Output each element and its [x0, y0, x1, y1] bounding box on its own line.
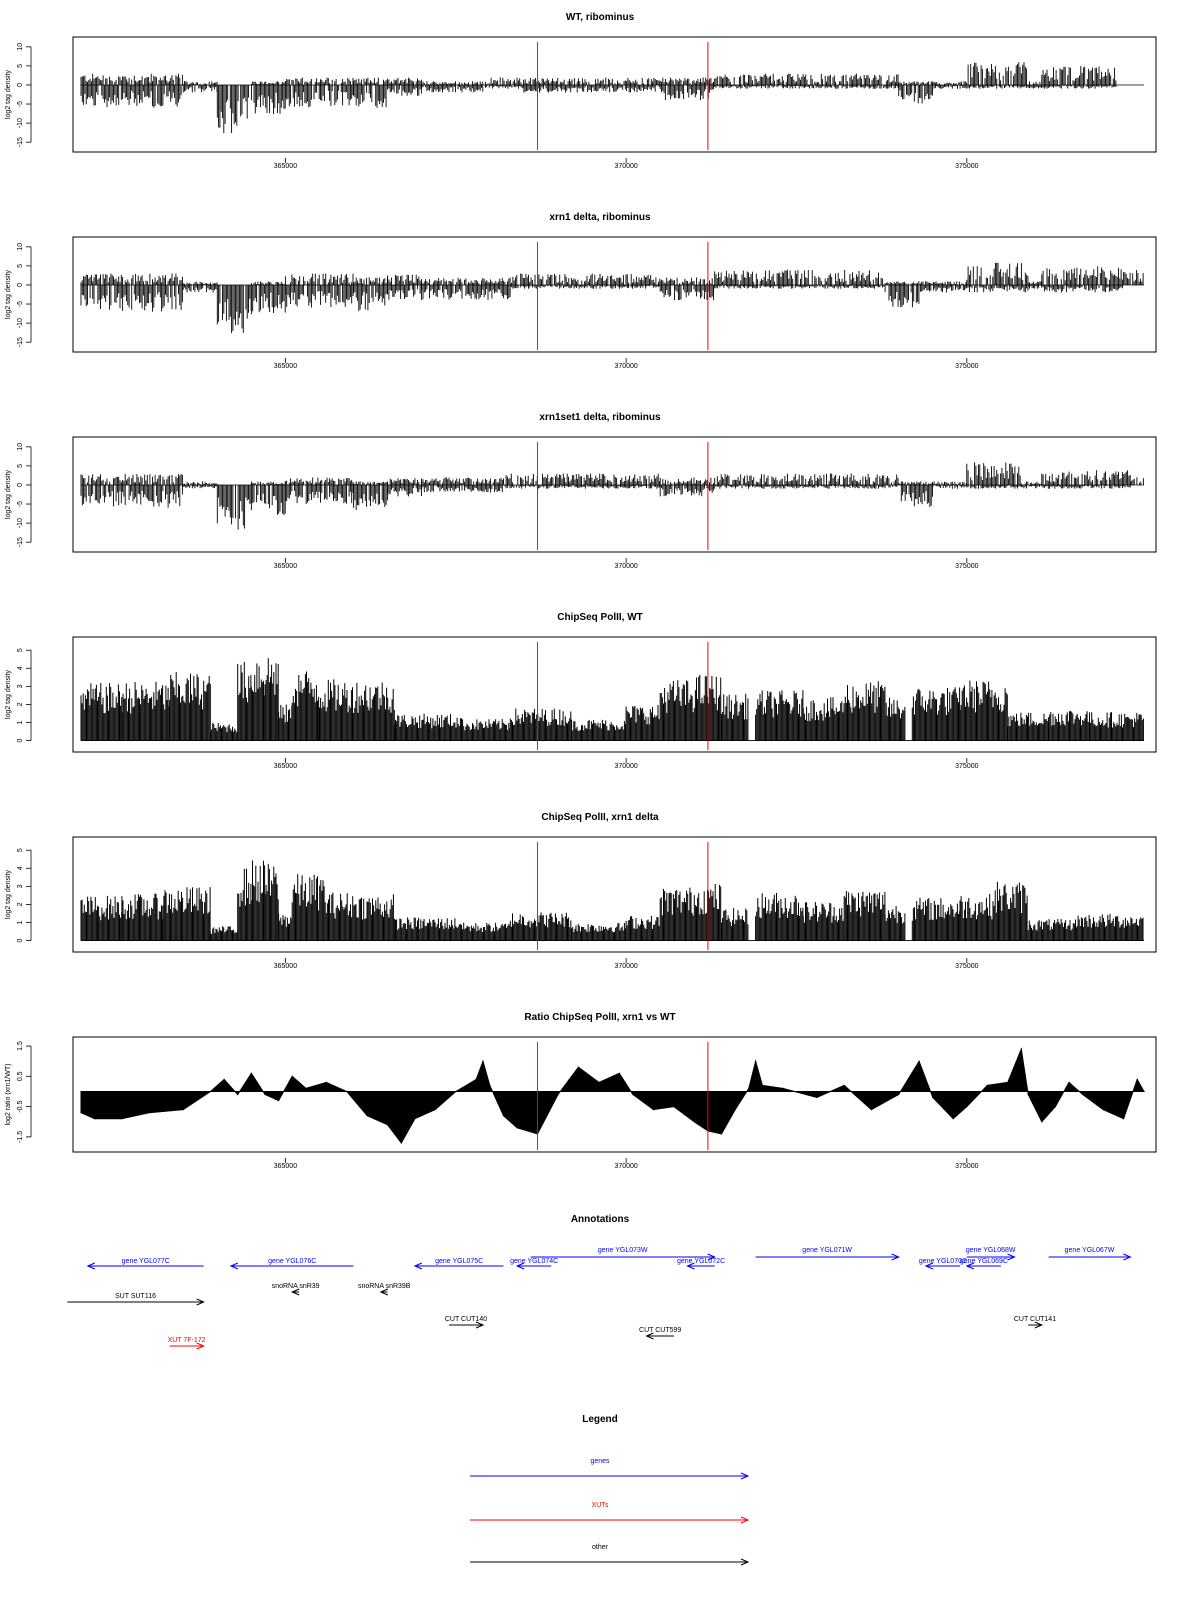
- x-tick-label: 370000: [614, 563, 638, 570]
- data-segment: [967, 263, 1028, 293]
- x-tick-label: 365000: [273, 163, 298, 170]
- chart-panel-4: [5, 612, 1156, 770]
- data-segment: [660, 77, 713, 100]
- data-segment: [354, 683, 395, 741]
- data-segment: [251, 281, 285, 314]
- data-segment: [388, 275, 422, 300]
- data-segment: [81, 74, 182, 108]
- data-segment: [285, 78, 353, 108]
- y-tick-label: -15: [17, 137, 24, 148]
- y-tick-label: -10: [17, 318, 24, 329]
- y-tick-label: -15: [17, 337, 24, 348]
- data-segment: [572, 720, 626, 741]
- data-series: [81, 263, 1144, 333]
- y-tick-label: 3: [17, 684, 24, 689]
- y-tick-label: -5: [17, 100, 24, 108]
- data-segment: [211, 723, 237, 741]
- x-tick-label: 370000: [614, 763, 638, 770]
- data-segment: [81, 683, 122, 741]
- y-tick-label: 5: [17, 648, 24, 653]
- x-tick-label: 370000: [614, 363, 638, 370]
- y-axis-label: log2 tag density: [5, 469, 12, 520]
- y-tick-label: 0: [17, 83, 24, 87]
- data-segment: [285, 274, 353, 308]
- data-segment: [394, 714, 461, 741]
- data-segment: [217, 285, 251, 333]
- data-segment: [422, 278, 510, 300]
- data-segment: [320, 679, 353, 740]
- data-segment: [626, 705, 659, 741]
- data-segment: [217, 85, 248, 133]
- data-segment: [504, 474, 660, 489]
- data-segment: [715, 74, 898, 89]
- chart-panel-2: [5, 212, 1156, 370]
- data-segment: [920, 281, 966, 292]
- data-segment: [81, 474, 182, 508]
- y-tick-label: -5: [17, 500, 24, 508]
- x-tick-label: 375000: [955, 763, 979, 770]
- data-segment: [354, 481, 388, 510]
- data-segment: [292, 672, 318, 741]
- x-tick-label: 375000: [955, 563, 979, 570]
- data-segment: [265, 658, 278, 740]
- data-segment: [354, 277, 388, 311]
- chart-title: ChipSeq PolII, WT: [557, 612, 643, 623]
- data-segment: [183, 81, 217, 92]
- y-tick-label: 5: [17, 263, 24, 268]
- chart-panel-3: [5, 412, 1156, 570]
- y-tick-label: -10: [17, 118, 24, 129]
- data-segment: [715, 474, 898, 489]
- data-segment: [238, 662, 251, 741]
- y-tick-label: 5: [17, 63, 24, 68]
- data-segment: [490, 77, 524, 88]
- data-segment: [1042, 470, 1130, 489]
- y-axis-label: log2 tag density: [5, 669, 12, 720]
- chart-title: xrn1 delta, ribominus: [549, 212, 651, 223]
- data-series: [81, 62, 1144, 133]
- y-tick-label: 1: [17, 720, 24, 725]
- x-tick-label: 365000: [273, 763, 298, 770]
- data-segment: [756, 690, 803, 740]
- x-tick-label: 375000: [955, 163, 979, 170]
- data-segment: [251, 663, 264, 740]
- data-segment: [722, 694, 748, 741]
- data-segment: [217, 485, 251, 530]
- x-tick-label: 375000: [955, 363, 979, 370]
- data-segment: [285, 478, 353, 504]
- data-segment: [170, 672, 211, 740]
- x-tick-label: 365000: [273, 363, 298, 370]
- y-tick-label: -5: [17, 300, 24, 308]
- y-tick-label: 2: [17, 702, 24, 707]
- data-segment: [279, 705, 292, 741]
- data-segment: [463, 719, 510, 741]
- data-segment: [510, 709, 571, 741]
- data-segment: [422, 81, 490, 92]
- y-tick-label: -15: [17, 537, 24, 548]
- y-tick-label: 0: [17, 483, 24, 487]
- data-segment: [251, 481, 285, 515]
- data-segment: [251, 81, 285, 114]
- y-tick-label: 0: [17, 738, 24, 743]
- y-tick-label: 5: [17, 463, 24, 468]
- chart-title: WT, ribominus: [565, 12, 635, 23]
- chart-panel-1: [5, 12, 1156, 170]
- y-tick-label: 10: [17, 242, 24, 251]
- data-segment: [183, 282, 217, 293]
- data-segment: [1130, 477, 1143, 485]
- y-tick-label: 10: [17, 442, 24, 451]
- data-segment: [388, 478, 422, 496]
- y-axis-label: log2 tag density: [5, 269, 12, 320]
- data-segment: [1042, 266, 1123, 292]
- x-tick-label: 370000: [614, 163, 638, 170]
- data-segment: [354, 78, 388, 108]
- data-segment: [81, 274, 182, 312]
- data-series: [81, 658, 1144, 740]
- chart-title: xrn1set1 delta, ribominus: [539, 412, 661, 423]
- y-axis-label: log2 tag density: [5, 69, 12, 120]
- data-segment: [510, 274, 660, 289]
- y-tick-label: 10: [17, 42, 24, 51]
- data-segment: [660, 277, 713, 300]
- data-segment: [660, 680, 693, 740]
- x-tick-label: 365000: [273, 563, 298, 570]
- data-segment: [388, 78, 422, 96]
- data-series: [81, 462, 1144, 529]
- data-segment: [715, 270, 885, 289]
- data-segment: [660, 477, 713, 496]
- y-tick-label: 4: [17, 666, 24, 671]
- y-tick-label: 0: [17, 283, 24, 287]
- y-tick-label: -10: [17, 518, 24, 529]
- data-segment: [122, 682, 169, 741]
- data-segment: [1124, 270, 1144, 285]
